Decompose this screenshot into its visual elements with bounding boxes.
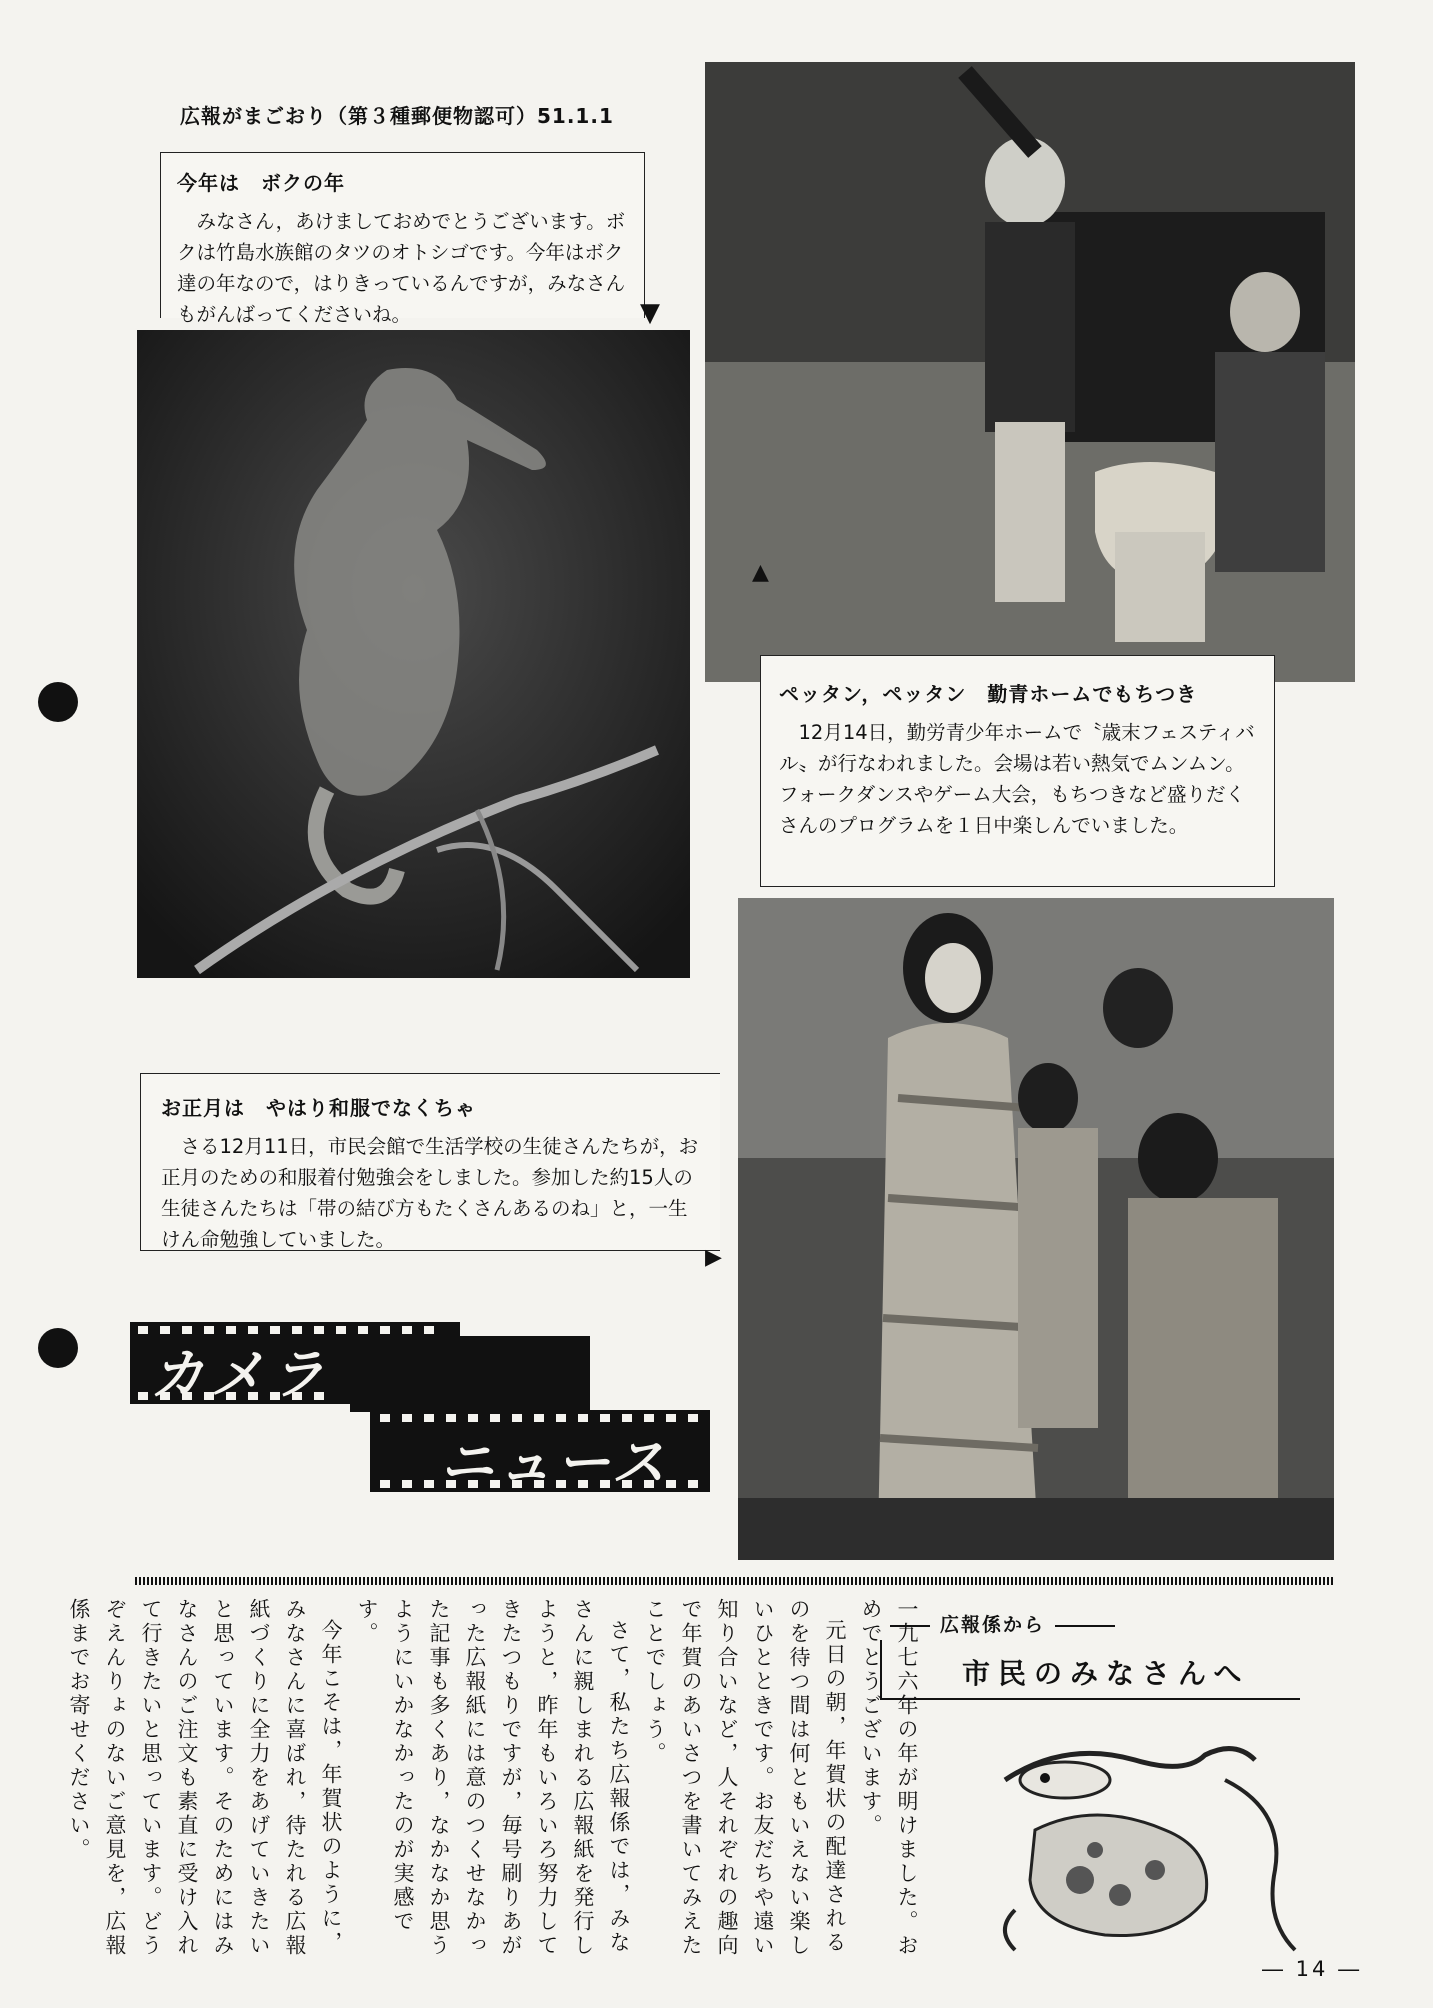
kimono-caption-box xyxy=(140,1073,720,1251)
mochi-arrow-icon: ▲ xyxy=(752,560,769,585)
column-paragraph-1: 一九七六年の年が明けました。おめでとうございます。 xyxy=(859,1598,919,1958)
seahorse-caption-box xyxy=(160,152,645,326)
hole-mark-2 xyxy=(38,1328,78,1368)
seahorse-arrow-icon: ▼ xyxy=(640,298,660,328)
seahorse-caption-title: 今年は ボクの年 xyxy=(177,171,345,195)
dragon-icon xyxy=(975,1720,1305,1955)
seahorse-caption-body: みなさん，あけましておめでとうございます。ボクは竹島水族館のタツのオトシゴです。今年はボク達の年なので，はりきっているんですが，みなさんもがんばってくださいね。 xyxy=(177,210,626,326)
publication-header: 広報がまごおり（第３種郵便物認可）51.1.1 xyxy=(180,104,614,128)
logo-news-text: ニュース xyxy=(440,1431,670,1494)
column-heading xyxy=(880,1640,1300,1700)
kimono-caption-body: さる12月11日，市民会館で生活学校の生徒さんたちが，お正月のための和服着付勉強会をしました。参加した約15人の生徒さんたちは「帯の結び方もたくさんあるのね」と，一生けん命勉強していました。 xyxy=(161,1135,699,1251)
kimono-caption-title: お正月は やはり和服でなくちゃ xyxy=(161,1096,476,1120)
mochi-caption-box xyxy=(760,655,1275,887)
kimono-arrow-icon: ▶ xyxy=(705,1245,722,1270)
hole-mark-1 xyxy=(38,682,78,722)
mochi-caption-title: ペッタン，ペッタン 勤青ホームでもちつき xyxy=(779,682,1198,706)
page-number: ― 14 ― xyxy=(1262,1957,1363,1981)
column-body xyxy=(67,1598,925,1978)
camera-news-logo xyxy=(130,1322,710,1504)
kimono-photo xyxy=(738,898,1334,1560)
seahorse-image xyxy=(137,330,690,978)
logo-camera-text: カメラ xyxy=(150,1343,330,1406)
column-heading-text: 市民のみなさんへ xyxy=(962,1657,1250,1690)
mochi-event-photo xyxy=(705,62,1355,682)
seahorse-photo xyxy=(137,330,690,978)
mochi-caption-body: 12月14日，勤労青少年ホームで〝歳末フェスティバル〟が行なわれました。会場は若い熱気でムンムン。フォークダンスやゲーム大会，もちつきなど盛りだくさんのプログラムを１日中楽しんでいました。 xyxy=(779,721,1255,837)
column-label-text: 広報係から xyxy=(940,1614,1046,1636)
mochi-image xyxy=(705,62,1355,682)
column-section-label xyxy=(890,1610,1115,1637)
column-paragraph-2: 元日の朝，年賀状の配達されるのを待つ間は何ともいえない楽しいひとときです。お友だちや遠い知り合いなど，人それぞれの趣向で年賀のあいさつを書いてみえたことでしょう。 xyxy=(643,1598,847,1958)
column-paragraph-3: さて，私たち広報係では，みなさんに親しまれる広報紙を発行しようと，昨年もいろいろ努力してきたつもりですが，毎号刷りあがった広報紙には意のつくせなかった記事も多くあり，なかなか思うようにいかなかったのが実感です。 xyxy=(355,1598,631,1958)
kimono-image xyxy=(738,898,1334,1560)
section-divider xyxy=(135,1577,1335,1585)
dragon-illustration xyxy=(975,1720,1305,1955)
column-paragraph-4: 今年こそは，年賀状のように，みなさんに喜ばれ，待たれる広報紙づくりに全力をあげていきたいと思っています。そのためにはみなさんのご注文も素直に受け入れて行きたいと思っています。どうぞえんりょのないご意見を，広報係までお寄せください。 xyxy=(67,1598,343,1958)
